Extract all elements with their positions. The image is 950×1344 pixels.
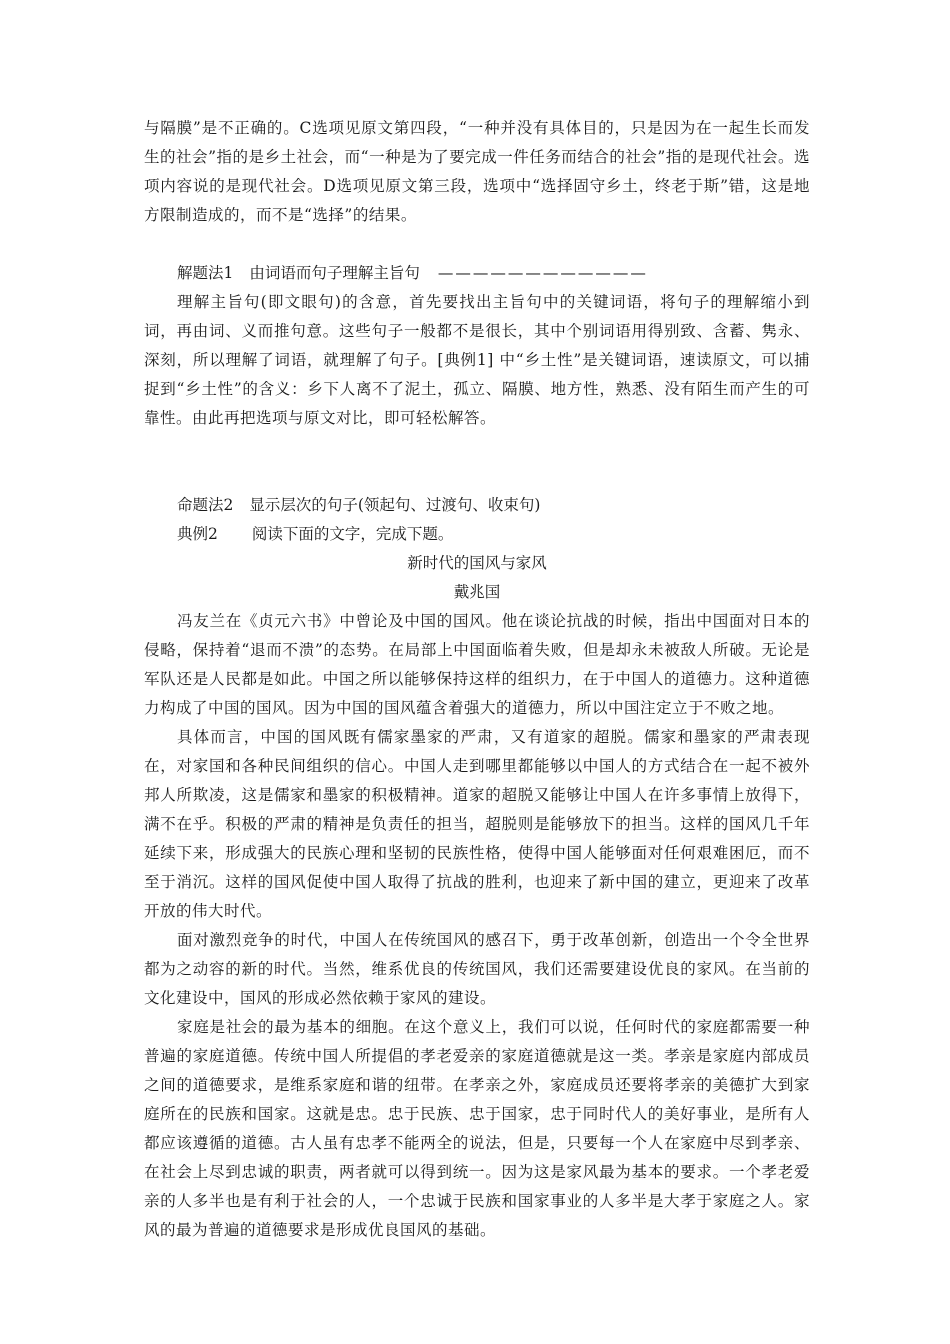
method2-title: 显示层次的句子(领起句、过渡句、收束句) [249, 496, 541, 514]
article-paragraph-1: 冯友兰在《贞元六书》中曾论及中国的国风。他在谈论抗战的时候，指出中国面对日本的侵略，保持着“退而不溃”的态势。在局部上中国面临着失败，但是却永未被敌人所破。无论是军队还是人民都是如此。中国之所以能够保持这样的组织力，在于中国人的道德力。这种道德力构成了中国的国风。因为中国的国风蕴含着强大的道德力，所以中国注定立于不败之地。 [144, 612, 810, 717]
article-author: 戴兆国 [453, 583, 501, 601]
article-title: 新时代的国风与家风 [407, 554, 547, 572]
example2-label: 典例2 [177, 525, 218, 543]
document-page [144, 114, 810, 1245]
method1-dash-line: ———————————— [437, 264, 648, 282]
method1-heading [144, 259, 810, 288]
method2-heading [144, 491, 810, 520]
example2-instruction: 阅读下面的文字，完成下题。 [251, 525, 454, 543]
article-paragraph-3: 面对激烈竞争的时代，中国人在传统国风的感召下，勇于改革创新，创造出一个令全世界都为之动容的新的时代。当然，维系优良的传统国风，我们还需要建设优良的家风。在当前的文化建设中，国风的形成必然依赖于家风的建设。 [144, 931, 810, 1007]
example2-heading [144, 520, 810, 549]
spacer [144, 433, 810, 491]
method1-label: 解题法1 [177, 264, 234, 282]
spacer [144, 230, 810, 259]
article-paragraph-2: 具体而言，中国的国风既有儒家墨家的严肃，又有道家的超脱。儒家和墨家的严肃表现在，对家国和各种民间组织的信心。中国人走到哪里都能够以中国人的方式结合在一起不被外邦人所欺凌，这是儒家和墨家的积极精神。道家的超脱又能够让中国人在许多事情上放得下，满不在乎。积极的严肃的精神是负责任的担当，超脱则是能够放下的担当。这样的国风几千年延续下来，形成强大的民族心理和坚韧的民族性格，使得中国人能够面对任何艰难困厄，而不至于消沉。这样的国风促使中国人取得了抗战的胜利，也迎来了新中国的建立，更迎来了改革开放的伟大时代。 [144, 728, 810, 920]
method2-label: 命题法2 [177, 496, 234, 514]
article-paragraph-4: 家庭是社会的最为基本的细胞。在这个意义上，我们可以说，任何时代的家庭都需要一种普遍的家庭道德。传统中国人所提倡的孝老爱亲的家庭道德就是这一类。孝亲是家庭内部成员之间的道德要求，是维系家庭和谐的纽带。在孝亲之外，家庭成员还要将孝亲的美德扩大到家庭所在的民族和国家。这就是忠。忠于民族、忠于国家，忠于同时代人的美好事业，是所有人都应该遵循的道德。古人虽有忠孝不能两全的说法，但是，只要每一个人在家庭中尽到孝亲、在社会上尽到忠诚的职责，两者就可以得到统一。因为这是家风最为基本的要求。一个孝老爱亲的人多半也是有利于社会的人，一个忠诚于民族和国家事业的人多半是大孝于家庭之人。家风的最为普遍的道德要求是形成优良国风的基础。 [144, 1018, 810, 1239]
method1-body: 理解主旨句(即文眼句)的含意，首先要找出主旨句中的关键词语，将句子的理解缩小到词，再由词、义而推句意。这些句子一般都不是很长，其中个别词语用得别致、含蓄、隽永、深刻，所以理解了词语，就理解了句子。[典例1] 中“乡土性”是关键词语，速读原文，可以捕捉到“乡土性”的含义：乡下人离不了泥土，孤立、隔膜、地方性，熟悉、没有陌生而产生的可靠性。由此再把选项与原文对比，即可轻松解答。 [144, 293, 810, 427]
answer-analysis-paragraph: 与隔膜”是不正确的。C选项见原文第四段，“一种并没有具体目的，只是因为在一起生长而发生的社会”指的是乡土社会，而“一种是为了要完成一件任务而结合的社会”指的是现代社会。选项内容说的是现代社会。D选项见原文第三段，选项中“选择固守乡土，终老于斯”错，这是地方限制造成的，而不是“选择”的结果。 [144, 119, 810, 224]
method1-title: 由词语而句子理解主旨句 [249, 264, 420, 282]
